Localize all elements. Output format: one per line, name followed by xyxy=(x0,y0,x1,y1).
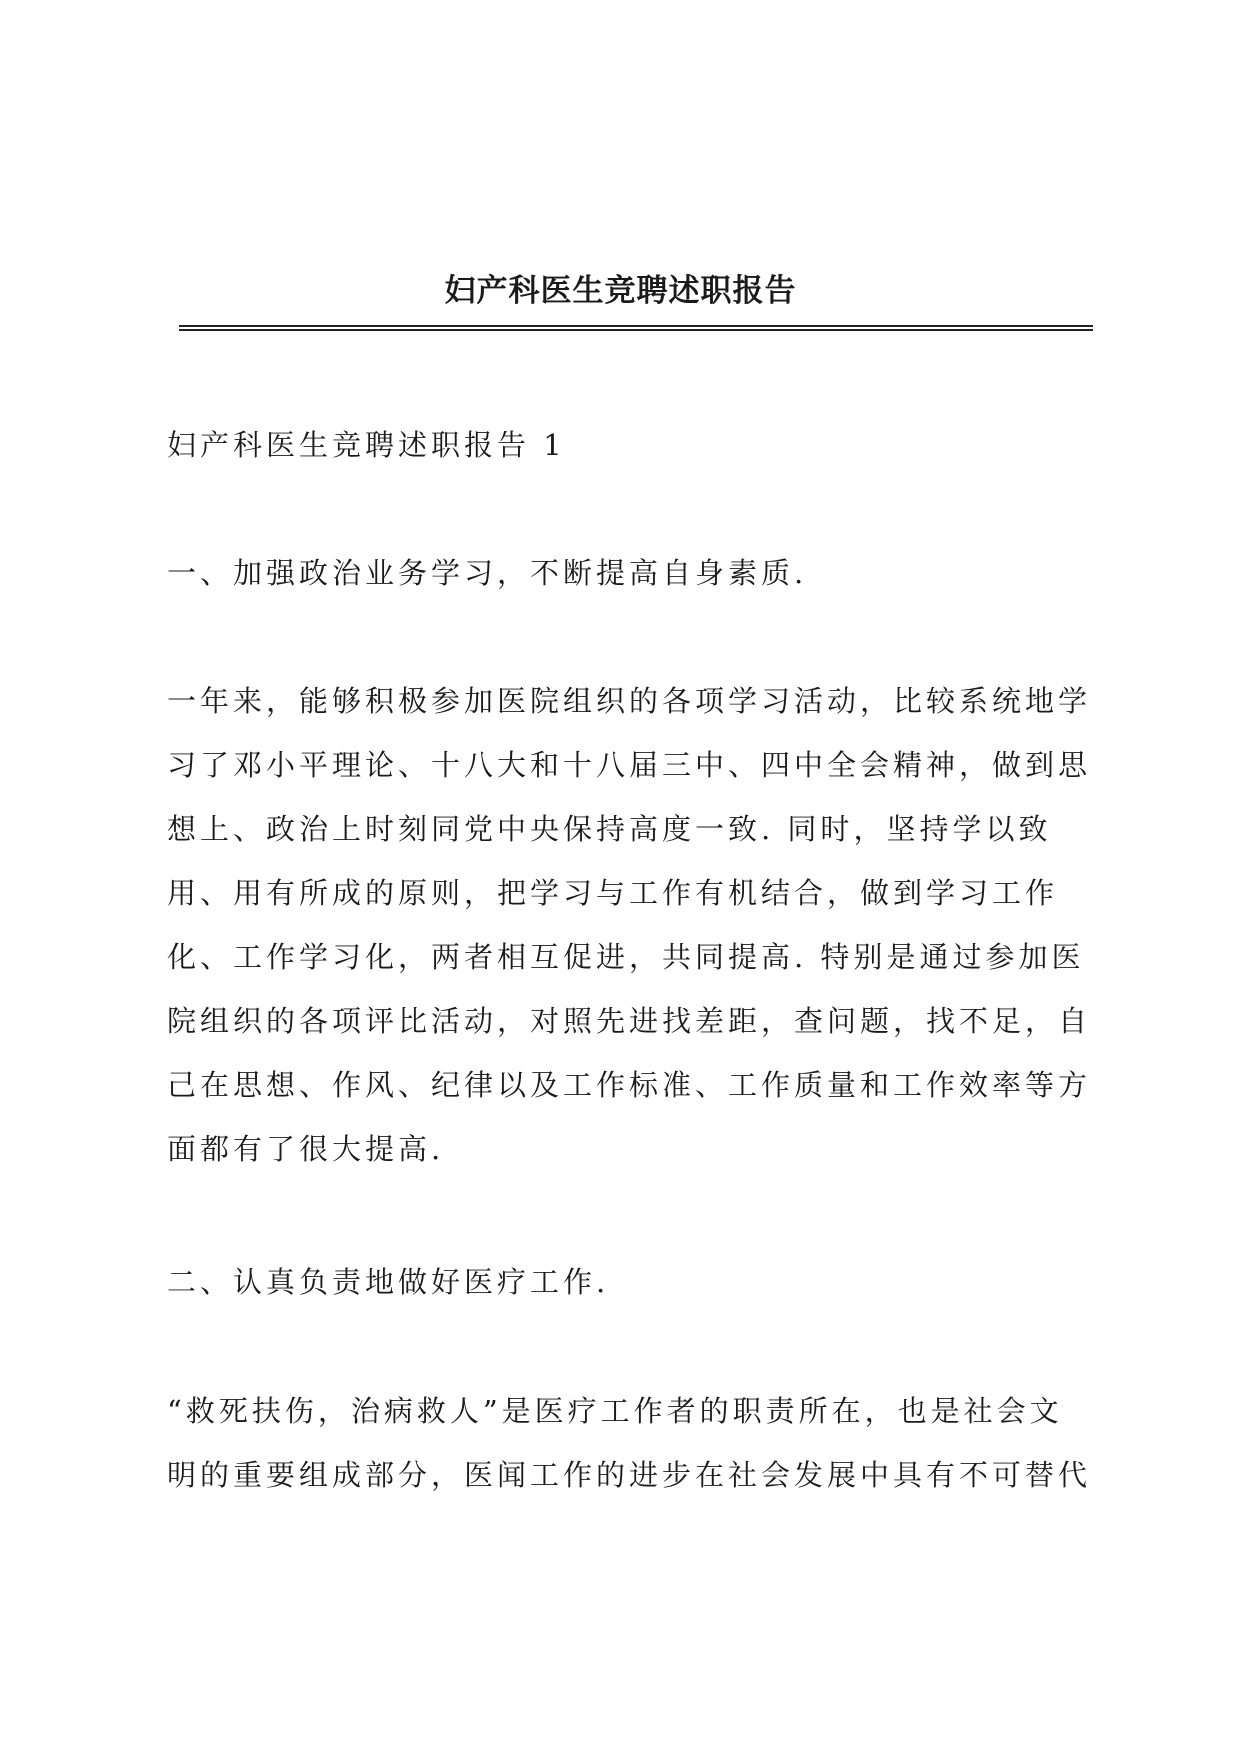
paragraph-line: 院组织的各项评比活动，对照先进找差距，查问题，找不足，自 xyxy=(167,1004,1092,1038)
paragraph-line: 面都有了很大提高. xyxy=(167,1132,445,1166)
paragraph-line: “救死扶伤，治病救人”是医疗工作者的职责所在，也是社会文 xyxy=(167,1394,1063,1428)
section-1-paragraph xyxy=(167,669,1107,1181)
paragraph-line: 用、用有所成的原则，把学习与工作有机结合，做到学习工作 xyxy=(167,876,1059,910)
report-subtitle: 妇产科医生竞聘述职报告 1 xyxy=(167,428,566,462)
paragraph-line: 化、工作学习化，两者相互促进，共同提高. 特别是通过参加医 xyxy=(167,940,1085,974)
section-1-heading: 一、加强政治业务学习，不断提高自身素质. xyxy=(167,556,808,590)
section-2-heading: 二、认真负责地做好医疗工作. xyxy=(167,1265,610,1299)
section-2-paragraph xyxy=(167,1379,1107,1507)
document-title: 妇产科医生竞聘述职报告 xyxy=(444,272,797,309)
paragraph-line: 想上、政治上时刻同党中央保持高度一致. 同时，坚持学以致 xyxy=(167,812,1052,846)
paragraph-line: 一年来，能够积极参加医院组织的各项学习活动，比较系统地学 xyxy=(167,684,1092,718)
title-double-rule xyxy=(179,325,1093,331)
paragraph-line: 己在思想、作风、纪律以及工作标准、工作质量和工作效率等方 xyxy=(167,1068,1092,1102)
paragraph-line: 习了邓小平理论、十八大和十八届三中、四中全会精神，做到思 xyxy=(167,748,1092,782)
paragraph-line: 明的重要组成部分，医闻工作的进步在社会发展中具有不可替代 xyxy=(167,1458,1092,1492)
